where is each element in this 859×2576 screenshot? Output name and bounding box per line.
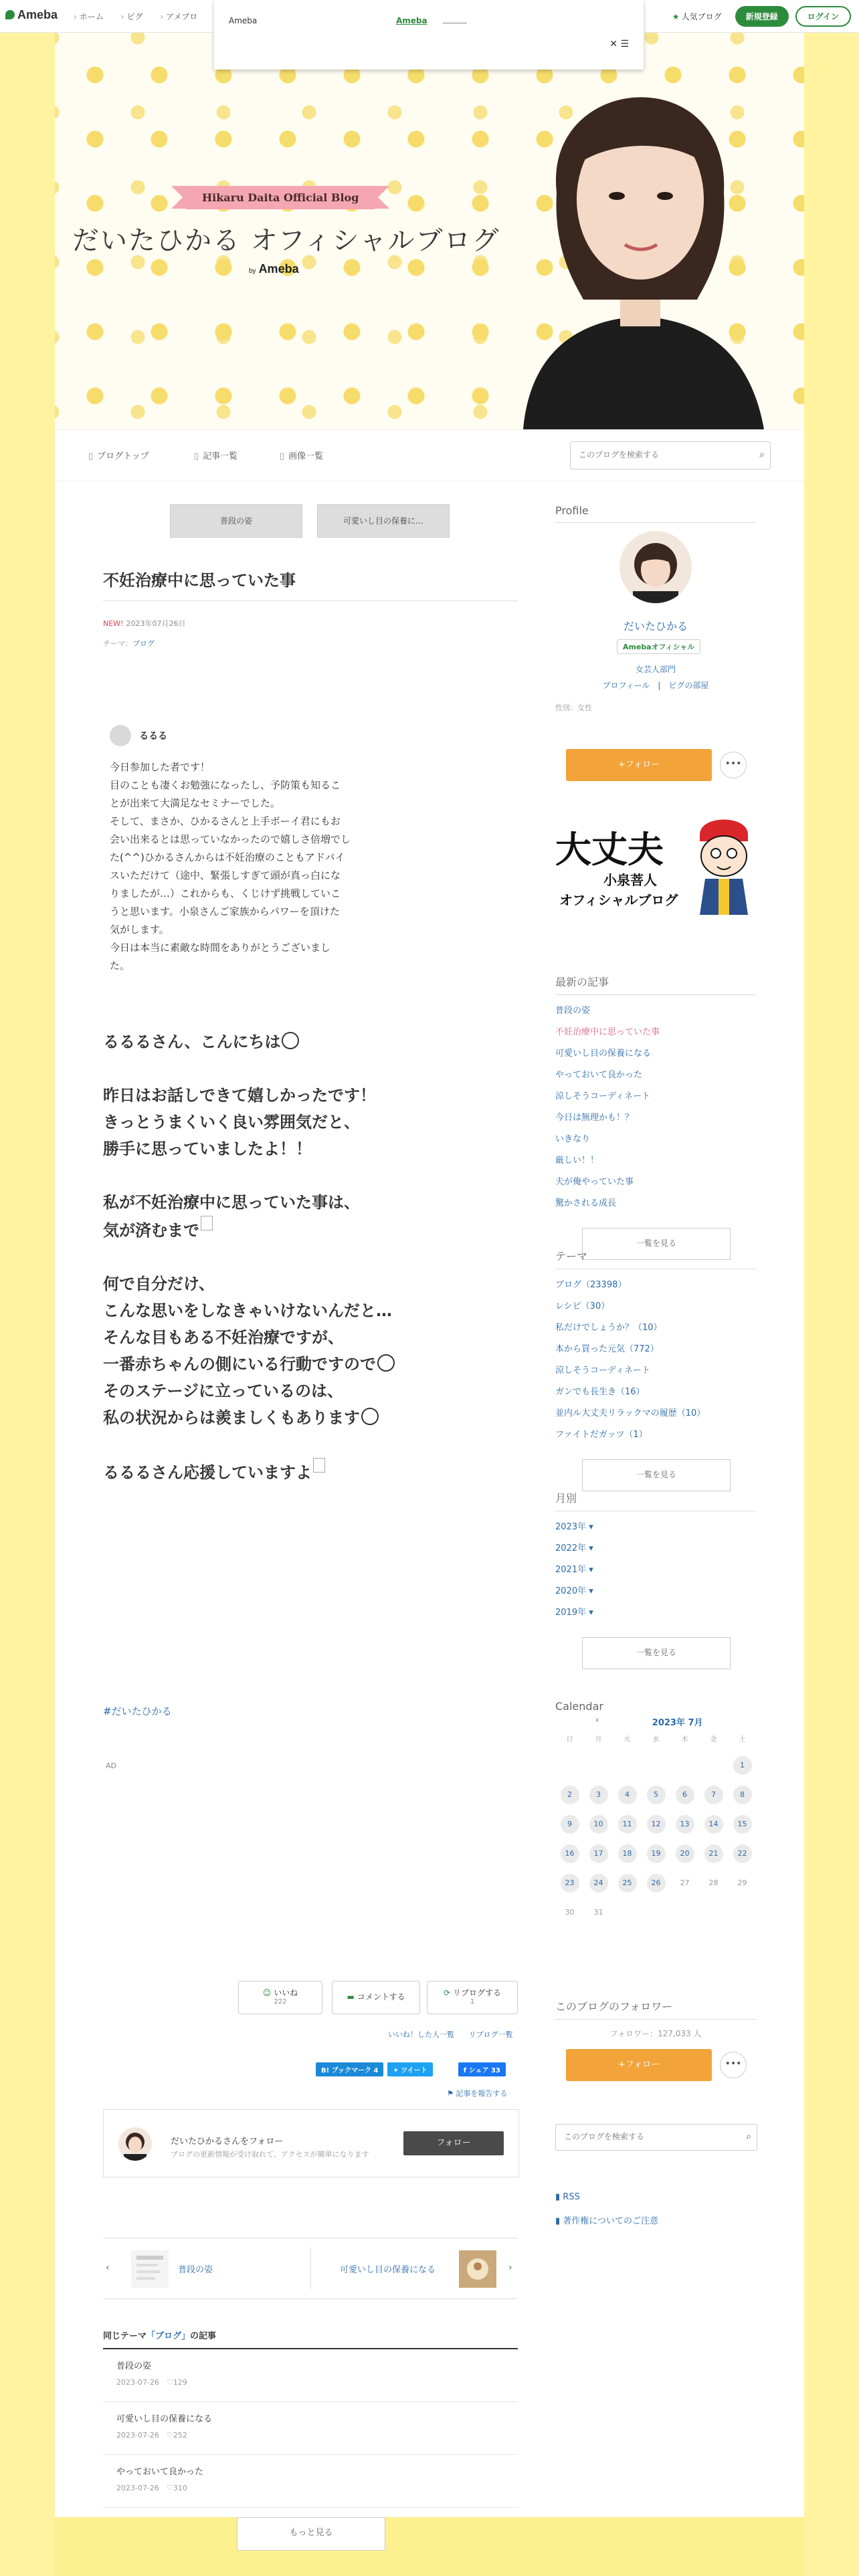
- monthly-section: [555, 1490, 756, 1669]
- hatena-button[interactable]: B! ブックマーク 4: [316, 2062, 383, 2076]
- recent-posts-heading: 最新の記事: [555, 974, 756, 995]
- profile-name[interactable]: だいたひかる: [623, 620, 688, 633]
- calendar-day[interactable]: 26: [647, 1874, 666, 1893]
- more-options-button-bottom[interactable]: •••: [720, 2052, 747, 2078]
- chevron-down-icon: ▾: [586, 1586, 593, 1596]
- theme-link[interactable]: 本から買った元気（772）: [555, 1344, 659, 1354]
- profile-link[interactable]: プロフィール: [602, 681, 650, 690]
- recent-posts-list: [555, 1000, 756, 1214]
- weekday-label: 火: [624, 1736, 631, 1743]
- flag-icon: ⚑: [447, 2089, 456, 2098]
- calendar-heading: Calendar: [555, 1700, 603, 1713]
- calendar-day: 29: [737, 1879, 747, 1887]
- follow-card-button[interactable]: フォロー: [403, 2131, 504, 2155]
- chevron-down-icon: ▾: [586, 1543, 593, 1553]
- blog-search-input[interactable]: [577, 442, 741, 467]
- calendar-day[interactable]: 16: [561, 1844, 579, 1863]
- broken-image-icon: [201, 1216, 213, 1230]
- blog-container: [55, 32, 804, 2538]
- calendar-day[interactable]: 14: [704, 1815, 723, 1834]
- rss-link[interactable]: ▮ RSS: [555, 2192, 580, 2202]
- calendar-empty-cell: [642, 1755, 670, 1776]
- calendar-day[interactable]: 6: [676, 1786, 694, 1804]
- emoji-icon: [377, 1354, 395, 1372]
- emoji-icon: [361, 1408, 379, 1425]
- month-link[interactable]: 2022年 ▾: [555, 1543, 593, 1553]
- overlay-popup: [214, 0, 644, 70]
- next-article-button[interactable]: 可愛いし目の保養に…: [317, 504, 450, 538]
- calendar-day[interactable]: 10: [589, 1815, 608, 1834]
- list-item[interactable]: 普段の姿 2023-07-26 ♡129: [103, 2349, 518, 2402]
- sidebar-search-input[interactable]: [563, 2125, 726, 2149]
- follow-button-bottom[interactable]: +フォロー: [566, 2049, 712, 2081]
- hero-portrait-image: [476, 32, 804, 429]
- follow-card-title: だいたひかるさんをフォロー: [171, 2137, 284, 2147]
- facebook-icon: f: [463, 2067, 469, 2074]
- article-body: るるるさん、こんにちは 昨日はお話しできて嬉しかったです！ きっとうまくいく良い雰囲気だと、 勝手に思っていましたよ！！ 私が不妊治療中に思っていた事は、 気が済むまで 何で自分だけ、 こんな思いをしなきゃいけないんだと… そんな目もある不妊治療ですが、 一番赤ちゃんの側にいる行動ですので そのステージに立っているのは、 私の状況からは羨ましくもあります るるるさん応援していますよ: [103, 1029, 518, 1486]
- login-button[interactable]: ログイン: [795, 6, 851, 27]
- profile-gender: 性別：女性: [555, 704, 592, 712]
- profile-avatar[interactable]: [619, 531, 692, 603]
- monthly-heading: 月別: [555, 1490, 756, 1511]
- reaction-links: [376, 2029, 513, 2040]
- calendar-empty-cell: [555, 1755, 584, 1776]
- hero-ribbon: Hikaru Daita Official Blog: [186, 186, 375, 209]
- calendar-day: 28: [708, 1879, 719, 1887]
- tweet-button[interactable]: ✦ ツイート: [387, 2062, 432, 2076]
- chevron-right-icon: ›: [508, 2262, 512, 2273]
- prev-month-icon[interactable]: ‹: [595, 1715, 599, 1725]
- chevron-left-icon: ‹: [106, 2262, 110, 2273]
- followers-section: [555, 1998, 756, 2039]
- leaf-icon: [5, 10, 15, 19]
- ad-label: AD: [106, 1761, 116, 1770]
- by-ameba: by Ameba: [249, 262, 299, 276]
- theme-link[interactable]: 私だけでしょうか？（10）: [555, 1323, 662, 1333]
- calendar-day[interactable]: 23: [561, 1874, 579, 1893]
- twitter-icon: ✦: [393, 2067, 401, 2074]
- calendar-day[interactable]: 17: [589, 1844, 608, 1863]
- theme-link[interactable]: ブログ: [132, 639, 155, 648]
- follow-card-subtitle: ブログの更新情報が受け取れて、アクセスが簡単になります: [171, 2150, 369, 2159]
- comment-author: るるる: [139, 731, 168, 742]
- heart-icon: ♡: [166, 2431, 173, 2440]
- prev-article-label: 普段の姿: [178, 2265, 213, 2275]
- author-avatar: [118, 2127, 152, 2161]
- theme-link[interactable]: 涼しそうコーディネート: [555, 1366, 650, 1376]
- calendar-empty-cell: [670, 1755, 699, 1776]
- article-title: 不妊治療中に思っていた事: [103, 571, 296, 590]
- recent-posts-section: [555, 974, 756, 1260]
- signup-button[interactable]: 新規登録: [735, 6, 789, 27]
- profile-section: Profile だいたひかる Amebaオフィシャル 女芸人部門 プロフィール | ピグの部屋 性別：女性: [555, 504, 756, 523]
- nav-ameblo[interactable]: › アメブロ: [160, 12, 197, 21]
- calendar-day[interactable]: 3: [589, 1786, 608, 1804]
- calendar-grid: [555, 1733, 756, 1923]
- calendar-empty-cell: [584, 1755, 613, 1776]
- overlay-label: Ameba: [229, 16, 258, 25]
- calendar-day[interactable]: 15: [733, 1815, 752, 1834]
- recent-post-link[interactable]: 涼しそうコーディネート: [555, 1091, 650, 1101]
- weekday-label: 日: [566, 1736, 573, 1743]
- prev-article-button[interactable]: 普段の姿: [170, 504, 302, 538]
- heart-icon: ♡: [166, 2484, 173, 2492]
- monthly-list: [555, 1517, 756, 1624]
- followers-heading: このブログのフォロワー: [555, 1998, 756, 2020]
- next-article-label: 可愛いし目の保養になる: [340, 2265, 436, 2275]
- theme-link[interactable]: レシピ（30）: [555, 1301, 610, 1311]
- pager-next[interactable]: [310, 2238, 518, 2298]
- share-buttons: [316, 2062, 506, 2076]
- search-icon[interactable]: ⌕: [746, 2131, 751, 2142]
- blog-hero-banner[interactable]: [55, 32, 804, 429]
- comment-avatar: [110, 725, 131, 746]
- like-button[interactable]: ☺ いいね 222: [238, 1981, 322, 2014]
- header-actions: [672, 6, 851, 27]
- calendar-day[interactable]: 1: [733, 1756, 752, 1775]
- chevron-down-icon: ▾: [586, 1522, 593, 1532]
- reblog-count: 1: [470, 1998, 475, 2006]
- quoted-comment: [110, 725, 391, 975]
- calendar-day[interactable]: 9: [561, 1815, 579, 1834]
- blog-title: だいたひかる オフィシャルブログ: [72, 225, 500, 256]
- recent-list-all-button[interactable]: 一覧を見る: [582, 1228, 731, 1260]
- themes-list-all-button[interactable]: 一覧を見る: [582, 1459, 731, 1491]
- reblog-button[interactable]: ⟳ リブログする 1: [427, 1981, 518, 2014]
- pigg-room-link[interactable]: ピグの部屋: [668, 681, 709, 690]
- calendar-day[interactable]: 2: [561, 1786, 579, 1804]
- monthly-list-all-button[interactable]: 一覧を見る: [582, 1637, 731, 1669]
- overlay-link[interactable]: Ameba: [396, 16, 427, 25]
- calendar-day: 27: [680, 1879, 690, 1887]
- calendar-day[interactable]: 19: [647, 1844, 666, 1863]
- page-side-left: [0, 0, 55, 2576]
- chevron-down-icon: ▾: [586, 1608, 593, 1618]
- recent-post-link[interactable]: やっておいて良かった: [555, 1070, 643, 1080]
- calendar-day: 31: [593, 1908, 603, 1917]
- reblog-list-link[interactable]: リブログ一覧: [468, 2030, 513, 2039]
- broken-image-icon: [313, 1458, 325, 1473]
- emoji-icon: [282, 1032, 299, 1049]
- recent-post-link[interactable]: 夫が俺やっていた事: [555, 1177, 634, 1187]
- calendar-month: 2023年 7月: [652, 1718, 703, 1728]
- weekday-label: 土: [739, 1736, 746, 1743]
- theme-link[interactable]: ファイトだガッツ（1）: [555, 1430, 648, 1440]
- calendar-empty-cell: [699, 1755, 728, 1776]
- themes-heading: テーマ: [555, 1248, 756, 1269]
- prev-thumbnail: [131, 2250, 169, 2288]
- calendar-day[interactable]: 21: [704, 1844, 723, 1863]
- article-date: NEW! 2023年07月26日: [103, 619, 186, 628]
- new-badge: NEW!: [103, 619, 124, 628]
- weekday-label: 月: [595, 1736, 602, 1743]
- calendar-day: 30: [565, 1908, 575, 1917]
- reblog-icon: ⟳: [443, 1988, 451, 1998]
- theme-prefix: テーマ：: [103, 639, 132, 648]
- recent-post-link[interactable]: 不妊治療中に思っていた事: [555, 1027, 660, 1037]
- nav-home[interactable]: › ホーム: [74, 12, 104, 21]
- calendar-day[interactable]: 8: [733, 1786, 752, 1804]
- comment-button[interactable]: ▬ コメントする: [332, 1981, 420, 2014]
- calendar-day[interactable]: 20: [676, 1844, 694, 1863]
- theme-link[interactable]: 並内ル大丈夫リラックマの履歴（10）: [555, 1408, 706, 1418]
- like-users-link[interactable]: いいね！した人一覧: [388, 2030, 454, 2039]
- nav-blog-top[interactable]: ▯ ブログトップ: [88, 449, 149, 461]
- recent-post-link[interactable]: いきなり: [555, 1134, 591, 1144]
- theme-link[interactable]: ガンでも長生き（16）: [555, 1387, 645, 1397]
- month-link[interactable]: 2021年 ▾: [555, 1565, 593, 1575]
- theme-link[interactable]: ブログ（23398）: [555, 1280, 627, 1290]
- follow-card: [103, 2109, 519, 2177]
- calendar-day[interactable]: 5: [647, 1786, 666, 1804]
- weekday-label: 木: [681, 1736, 688, 1743]
- recent-post-link[interactable]: 驚かされる成長: [555, 1198, 617, 1208]
- same-theme-articles: [103, 2329, 518, 2508]
- recent-post-link[interactable]: 可愛いし目の保養になる: [555, 1049, 652, 1059]
- heart-icon: ♡: [166, 2378, 173, 2387]
- list-item[interactable]: やっておいて良かった 2023-07-26 ♡310: [103, 2455, 518, 2508]
- list-item[interactable]: 可愛いし目の保養になる 2023-07-26 ♡252: [103, 2402, 518, 2455]
- blog-search-box: [570, 441, 771, 469]
- nav-pigg[interactable]: › ピグ: [121, 12, 143, 21]
- chevron-down-icon: ▾: [586, 1565, 593, 1575]
- like-count: 222: [274, 1998, 287, 2006]
- same-theme-heading: 同じテーマ「ブログ」の記事: [103, 2329, 518, 2349]
- comment-text: 今日参加した者です！ 目のことも凄くお勉強になったし、予防策も知るこ とが出来て大満足なセミナーでした。 そして、まさか、ひかるさんと上手ボーイ君にもお 会い出来るとは思っていなかったので嬉しさ倍増でし た(^^)ひかるさんからは不妊治療のこともアドバイ スいただけて（途中、緊張しすぎて頭が真っ白にな りましたが…）これからも、くじけず挑戦していこ うと思います。小泉さんご家族からパワーを頂けた 気がします。 今日は本当に素敵な時間をありがとうございまし た。: [110, 761, 351, 972]
- report-link[interactable]: ⚑ 記事を報告する: [447, 2089, 508, 2098]
- facebook-share-button[interactable]: f シェア 33: [458, 2062, 506, 2076]
- calendar-empty-cell: [613, 1755, 642, 1776]
- calendar-day[interactable]: 22: [733, 1844, 752, 1863]
- month-link[interactable]: 2023年 ▾: [555, 1522, 593, 1532]
- nav-image-list[interactable]: ▯ 画像一覧: [280, 449, 323, 461]
- pager-prev[interactable]: [103, 2238, 310, 2298]
- calendar-section: [555, 1700, 756, 1923]
- see-more-button[interactable]: もっと見る: [237, 2517, 385, 2551]
- ameba-logo[interactable]: Ameba: [5, 8, 58, 22]
- calendar-day[interactable]: 7: [704, 1786, 723, 1804]
- themes-list: [555, 1275, 756, 1446]
- next-thumbnail: [459, 2250, 496, 2288]
- article-theme: [103, 638, 155, 649]
- popular-blog-link[interactable]: ★ 人気ブログ: [672, 11, 722, 22]
- close-icon[interactable]: ✕ ☰: [609, 39, 629, 49]
- calendar-day[interactable]: 11: [618, 1815, 637, 1834]
- more-options-button[interactable]: •••: [720, 752, 747, 778]
- calendar-day[interactable]: 13: [676, 1815, 694, 1834]
- sidebar-banner[interactable]: 大丈夫 小泉菩人 オフィシャルブログ: [555, 815, 763, 915]
- comment-icon: ▬: [347, 1992, 355, 2002]
- recent-post-link[interactable]: 厳しい！！: [555, 1156, 599, 1166]
- month-link[interactable]: 2019年 ▾: [555, 1608, 593, 1618]
- official-badge: Amebaオフィシャル: [617, 639, 700, 654]
- calendar-day[interactable]: 4: [618, 1786, 637, 1804]
- recent-post-link[interactable]: 普段の姿: [555, 1006, 591, 1016]
- page-side-right: [804, 0, 859, 2576]
- copyright-link[interactable]: ▮ 著作権についてのご注意: [555, 2216, 659, 2226]
- month-link[interactable]: 2020年 ▾: [555, 1586, 593, 1596]
- sidebar-search-box: [555, 2124, 757, 2151]
- follow-button[interactable]: +フォロー: [566, 749, 712, 781]
- profile-category[interactable]: 女芸人部門: [635, 665, 676, 674]
- weekday-label: 金: [710, 1736, 717, 1743]
- banner-illustration: [686, 815, 761, 915]
- recent-post-link[interactable]: 今日は無理かも！？: [555, 1113, 634, 1123]
- info-icon: ▮: [555, 2216, 563, 2226]
- followers-count: フォロワー：127,033 人: [609, 2029, 702, 2038]
- hashtag-link[interactable]: #だいたひかる: [103, 1705, 172, 1717]
- calendar-day[interactable]: 24: [589, 1874, 608, 1893]
- nav-article-list[interactable]: ▯ 記事一覧: [194, 449, 237, 461]
- smile-icon: ☺: [262, 1988, 272, 1998]
- rss-icon: ▮: [555, 2192, 563, 2202]
- article-pager: [103, 2238, 518, 2299]
- themes-section: [555, 1248, 756, 1491]
- calendar-day[interactable]: 12: [647, 1815, 666, 1834]
- profile-heading: Profile: [555, 504, 756, 523]
- global-nav: [74, 11, 212, 22]
- search-icon[interactable]: ⌕: [759, 449, 765, 460]
- weekday-label: 水: [652, 1736, 660, 1743]
- calendar-day[interactable]: 25: [618, 1874, 637, 1893]
- calendar-day[interactable]: 18: [618, 1844, 637, 1863]
